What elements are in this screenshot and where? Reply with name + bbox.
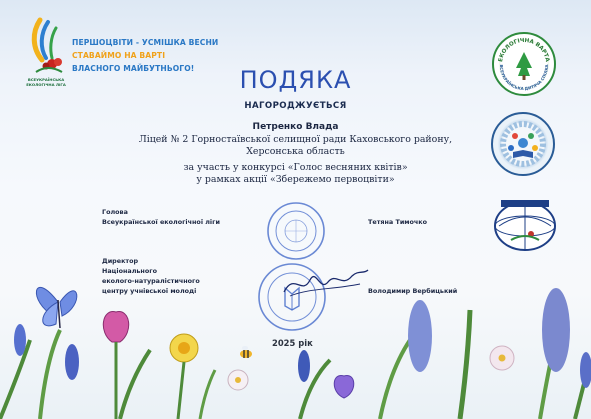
region-line: Херсонська область bbox=[246, 146, 345, 157]
signer1-role: Голова bbox=[102, 208, 128, 216]
signer2-name: Володимир Вербицький bbox=[368, 287, 458, 295]
butterfly-icon bbox=[36, 287, 76, 328]
bee-icon bbox=[240, 346, 252, 358]
national-center-logo bbox=[485, 196, 565, 252]
signer2-org-line2: еколого-натуралістичного bbox=[102, 277, 200, 285]
campaign-line: у рамках акції «Збережемо первоцвіти» bbox=[196, 174, 395, 185]
certificate-subtitle: НАГОРОДЖУЄТЬСЯ bbox=[244, 101, 347, 111]
signer1-org: Всеукраїнської екологічної ліги bbox=[102, 218, 220, 226]
white-flower-icon bbox=[228, 370, 248, 390]
certificate-title: ПОДЯКА bbox=[239, 66, 352, 94]
recipient-name: Петренко Влада bbox=[252, 122, 339, 132]
daffodil-icon bbox=[170, 334, 198, 419]
eco-guard-top-text: ЕКОЛОГІЧНА ВАРТА bbox=[498, 37, 550, 63]
school-line: Ліцей № 2 Горностаївської селищної ради Каховського району, bbox=[138, 134, 453, 145]
signer2-org-line3: центру учнівської молоді bbox=[102, 287, 197, 295]
signer1-name: Тетяна Тимочко bbox=[368, 218, 428, 226]
contest-line: за участь у конкурсі «Голос весняних квітів» bbox=[183, 162, 408, 173]
slogan-line-2: СТАВАЙМО НА ВАРТІ bbox=[72, 51, 166, 60]
logo-caption: ВСЕУКРАЇНСЬКА ЕКОЛОГІЧНА ЛІГА bbox=[26, 77, 66, 87]
year-label: 2025 рік bbox=[272, 338, 313, 348]
signer2-org-line1: Національного bbox=[102, 267, 157, 275]
signer2-role: Директор bbox=[102, 257, 139, 265]
slogan-line-3: ВЛАСНОГО МАЙБУТНЬОГО! bbox=[72, 64, 195, 73]
spring-flowers-decoration bbox=[0, 250, 591, 419]
slogan-line-1: ПЕРШОЦВІТИ - УСМІШКА ВЕСНИ bbox=[72, 38, 219, 47]
globe-emblem-icon bbox=[485, 196, 565, 252]
hyacinth-icon bbox=[14, 288, 591, 388]
crocus-icon bbox=[334, 375, 354, 398]
eco-guard-bottom-text: ВСЕУКРАЇНСЬКА ДИТЯЧА СПІЛКА bbox=[498, 64, 550, 92]
white-flower-icon bbox=[490, 346, 514, 370]
